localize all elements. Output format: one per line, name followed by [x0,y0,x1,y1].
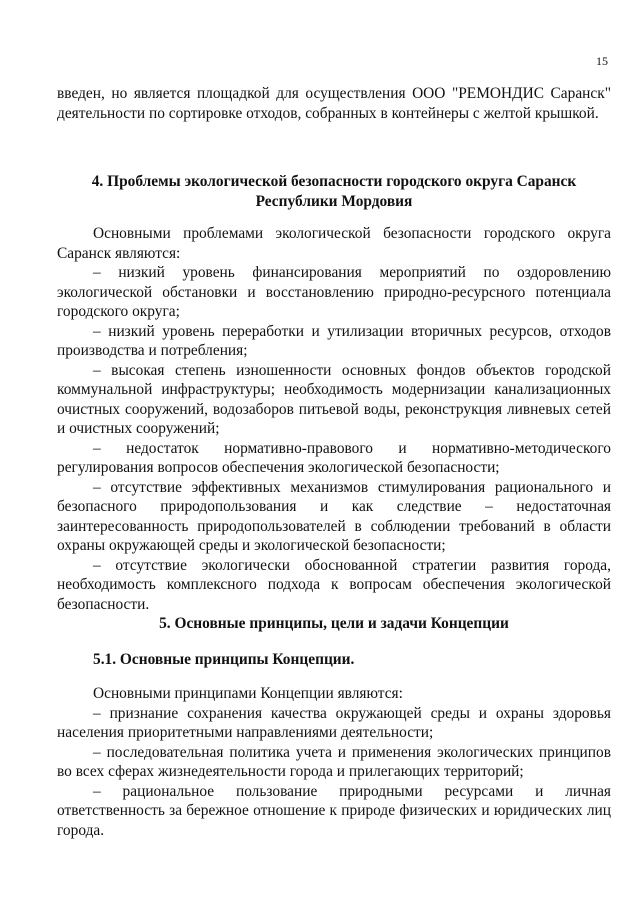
page-number: 15 [596,54,608,68]
section-5-1-subheading: 5.1. Основные принципы Концепции. [93,651,355,668]
section-5-heading-block [57,614,611,634]
section-5-lead: Основными принципами Концепции являются: [93,685,403,702]
section-4-list-item: – отсутствие эффективных механизмов стимулирования рационального и безопасного природопользования и как следствие – недостаточная заинтересованность природопользователей в соблюдении требований в области охраны окружающей среды и экологической безопасности; [57,478,611,554]
section-4-heading-line-1: 4. Проблемы экологической безопасности городского округа Саранск [91,173,577,190]
section-5-list-item: – последовательная политика учета и применения экологических принципов во всех сферах жизнедеятельности города и прилегающих территорий; [57,743,611,780]
section-4-list-item: – недостаток нормативно-правового и нормативно-методического регулирования вопросов обеспечения экологической безопасности; [57,439,611,476]
intro-paragraph-block [57,84,611,123]
section-5-body [57,684,611,840]
section-5-heading: 5. Основные принципы, цели и задачи Концепции [159,615,509,632]
intro-paragraph: введен, но является площадкой для осуществления ООО "РЕМОНДИС Саранск" деятельности по сортировке отходов, собранных в контейнеры с желтой крышкой. [57,85,611,122]
section-5-1-heading-block [57,650,611,670]
section-5-list-item: – рациональное пользование природными ресурсами и личная ответственность за бережное отношение к природе физических и юридических лиц города. [57,782,611,839]
section-5-list-item: – признание сохранения качества окружающей среды и охраны здоровья населения приоритетными направлениями деятельности; [57,704,611,741]
section-4-body [57,224,611,614]
section-4-heading [57,172,611,211]
section-4-lead: Основными проблемами экологической безопасности городского округа Саранск являются: [57,225,611,262]
section-4-list-item: – низкий уровень финансирования мероприятий по оздоровлению экологической обстановки и восстановлению природно-ресурсного потенциала городского округа; [57,264,611,320]
section-4-list-item: – отсутствие экологически обоснованной стратегии развития города, необходимость комплексного подхода к вопросам обеспечения экологической безопасности. [57,556,611,613]
section-4-heading-line-2: Республики Мордовия [255,192,413,210]
section-4-list-item: – низкий уровень переработки и утилизации вторичных ресурсов, отходов производства и потребления; [57,322,611,359]
section-4-list-item: – высокая степень изношенности основных фондов объектов городской коммунальной инфраструктуры; необходимость модернизации канализационных очистных сооружений, водозаборов питьевой воды, реконструкция ливневых сетей и очистных сооружений; [57,361,611,437]
